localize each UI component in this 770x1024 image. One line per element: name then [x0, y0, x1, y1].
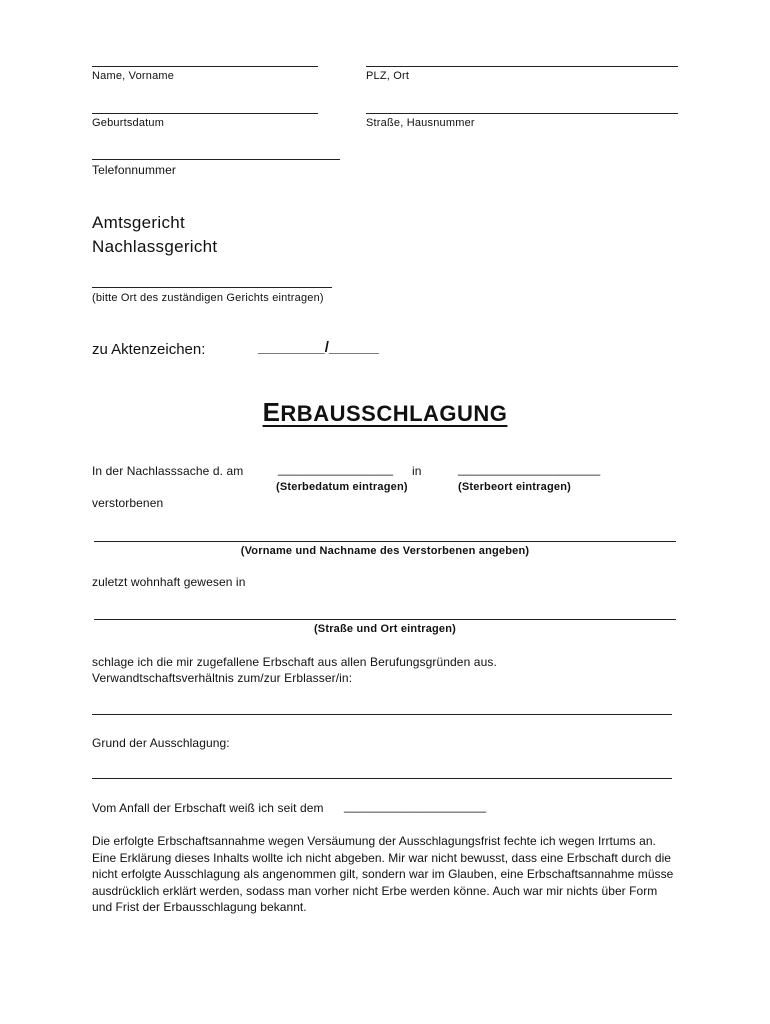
deceased-label: verstorbenen [92, 496, 164, 510]
plz-field-line[interactable] [366, 66, 678, 67]
address-line[interactable] [94, 619, 676, 620]
intro-text: In der Nachlasssache d. am [92, 464, 244, 478]
knowledge-label: Vom Anfall der Erbschaft weiß ich seit dem [92, 801, 324, 815]
knowledge-date-blank[interactable]: _____________________ [344, 799, 487, 813]
reference-label: zu Aktenzeichen: [92, 341, 206, 358]
reference-field[interactable]: ________/______ [258, 339, 379, 356]
birthdate-label: Geburtsdatum [92, 117, 165, 129]
contestation-paragraph: Die erfolgte Erbschaftsannahme wegen Versäumung der Ausschlagungsfrist fechte ich wegen Irrtums an. Eine Erklärung dieses Inhalts wollte ich nicht abgeben. Mir war nicht bewusst, dass eine Erbschaft durch die nicht erfolgte Ausschlagung als angenommen gilt, sondern war im Glauben, eine Erbschaftsannahme müsse ausdrücklich erklärt werden, sodass man vorher nicht Erbe werden könne. Auch war mir nichts über Form und Frist der Erbausschlagung bekannt. [92, 834, 674, 914]
reason-label: Grund der Ausschlagung: [92, 736, 230, 750]
court-location-line[interactable] [92, 287, 332, 288]
document-title [0, 397, 770, 428]
relationship-line[interactable] [92, 714, 672, 715]
title-first-letter: E [262, 397, 281, 427]
court-location-hint: (bitte Ort des zuständigen Gerichts eintragen) [92, 292, 324, 304]
residence-label: zuletzt wohnhaft gewesen in [92, 575, 246, 589]
deceased-name-line[interactable] [94, 541, 676, 542]
birthdate-field-line[interactable] [92, 113, 318, 114]
in-word: in [412, 464, 422, 478]
title-rest: RBAUSSCHLAGUNG [280, 401, 508, 426]
death-date-hint: (Sterbedatum eintragen) [276, 481, 408, 493]
name-label: Name, Vorname [92, 70, 175, 82]
reason-line[interactable] [92, 778, 672, 779]
death-place-hint: (Sterbeort eintragen) [458, 481, 571, 493]
street-field-line[interactable] [366, 113, 678, 114]
declaration-line-2: Verwandtschaftsverhältnis zum/zur Erblasser/in: [92, 671, 353, 685]
phone-label: Telefonnummer [92, 163, 177, 177]
deceased-name-hint: (Vorname und Nachname des Verstorbenen angeben) [240, 545, 530, 557]
death-date-blank[interactable]: _________________ [278, 462, 394, 476]
phone-field-line[interactable] [92, 159, 340, 160]
court-line-1: Amtsgericht [92, 213, 186, 232]
name-field-line[interactable] [92, 66, 318, 67]
court-line-2: Nachlassgericht [92, 237, 218, 256]
death-place-blank[interactable]: _____________________ [458, 462, 601, 476]
declaration-line-1: schlage ich die mir zugefallene Erbschaft aus allen Berufungsgründen aus. [92, 655, 497, 669]
street-label: Straße, Hausnummer [366, 117, 475, 129]
address-hint: (Straße und Ort eintragen) [313, 623, 457, 635]
plz-label: PLZ, Ort [366, 70, 410, 82]
